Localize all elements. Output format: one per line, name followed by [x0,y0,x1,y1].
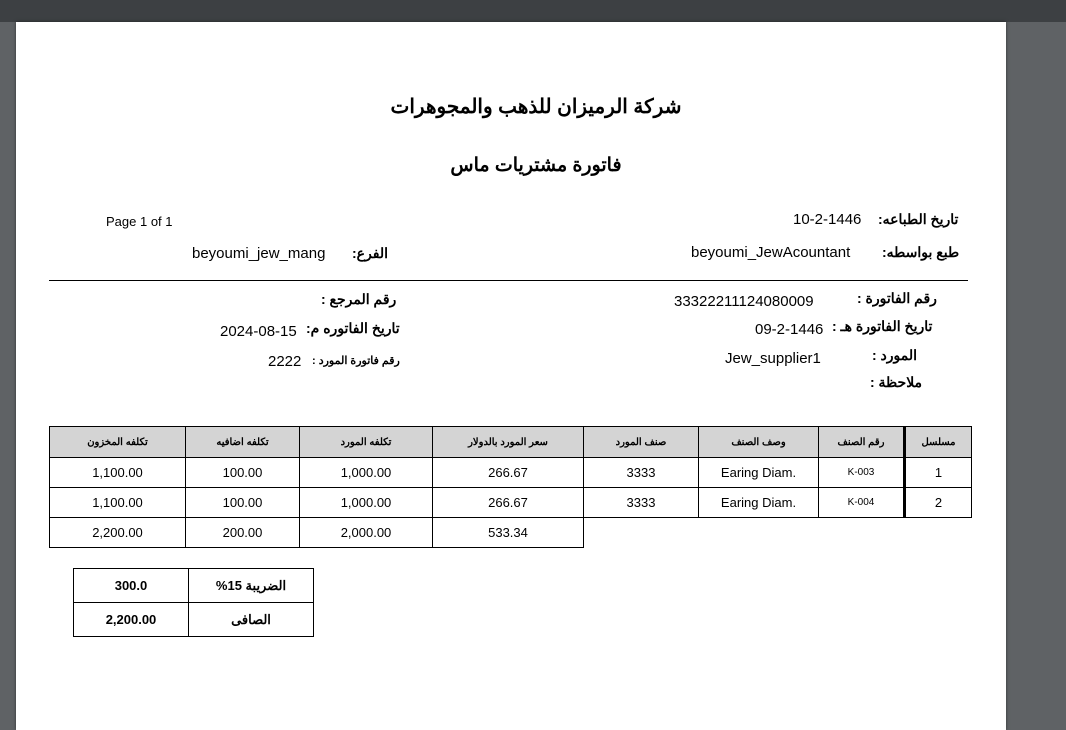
cell-item-description: Earing Diam. [699,488,819,518]
tax-label: الضريبة 15% [189,569,314,603]
header-item-code: رقم الصنف [819,427,905,458]
invoice-date-label: تاريخ الفاتوره م: [306,320,400,336]
cell-item-code: K-003 [819,458,905,488]
table-row [50,488,972,518]
reference-number-label: رقم المرجع : [321,291,397,307]
supplier-invoice-number-value: 2222 [268,353,302,370]
header-store-cost: تكلفه المخزون [50,427,186,458]
cell-extra-cost: 100.00 [186,488,300,518]
cell-item-description: Earing Diam. [699,458,819,488]
invoice-date-hijri-value: 09-2-1446 [755,321,824,338]
invoice-date-value: 2024-08-15 [220,323,297,340]
supplier-value: Jew_supplier1 [725,350,821,367]
header-serial: مسلسل [905,427,972,458]
printed-by-label: طبع بواسطه: [882,244,960,260]
cell-supplier-cost: 1,000.00 [300,458,433,488]
cell-supplier-cost: 1,000.00 [300,488,433,518]
totals-row [50,518,972,548]
net-row [74,603,314,637]
total-supplier-cost: 2,000.00 [300,518,433,548]
total-supplier-price-usd: 533.34 [433,518,584,548]
viewer-toolbar [0,0,1066,22]
header-item-description: وصف الصنف [699,427,819,458]
header-supplier-cost: تكلفه المورد [300,427,433,458]
viewer-margin-left [0,22,16,730]
header-divider [49,280,968,281]
printed-by-value: beyoumi_JewAcountant [691,244,851,261]
tax-value: 300.0 [74,569,189,603]
cell-serial: 2 [905,488,972,518]
cell-supplier-price-usd: 266.67 [433,488,584,518]
net-label: الصافى [189,603,314,637]
note-label: ملاحظة : [870,374,923,390]
header-extra-cost: تكلفه اضافيه [186,427,300,458]
invoice-number-value: 33322211124080009 [674,293,814,310]
items-table-header [50,427,972,458]
items-table [49,426,972,548]
invoice-number-label: رقم الفاتورة : [857,290,937,306]
page-info: Page 1 of 1 [106,214,173,229]
table-row [50,458,972,488]
cell-supplier-price-usd: 266.67 [433,458,584,488]
net-value: 2,200.00 [74,603,189,637]
cell-supplier-category: 3333 [584,458,699,488]
cell-extra-cost: 100.00 [186,458,300,488]
branch-value: beyoumi_jew_mang [192,245,326,262]
cell-item-code: K-004 [819,488,905,518]
company-name: شركة الرميزان للذهب والمجوهرات [390,96,682,118]
document-title: فاتورة مشتريات ماس [450,155,622,176]
supplier-invoice-number-label: رقم فاتورة المورد : [312,355,400,367]
report-page [16,22,1006,730]
cell-serial: 1 [905,458,972,488]
cell-store-cost: 1,100.00 [50,488,186,518]
print-date-value: 10-2-1446 [793,211,862,228]
viewer-margin-right [1006,22,1066,730]
header-supplier-category: صنف المورد [584,427,699,458]
total-extra-cost: 200.00 [186,518,300,548]
branch-label: الفرع: [352,245,388,261]
invoice-date-hijri-label: تاريخ الفاتورة هـ : [832,318,933,334]
summary-table [73,568,314,637]
supplier-label: المورد : [872,347,918,363]
print-date-label: تاريخ الطباعه: [878,211,959,227]
header-supplier-price-usd: سعر المورد بالدولار [433,427,584,458]
tax-row [74,569,314,603]
cell-store-cost: 1,100.00 [50,458,186,488]
total-store-cost: 2,200.00 [50,518,186,548]
cell-supplier-category: 3333 [584,488,699,518]
